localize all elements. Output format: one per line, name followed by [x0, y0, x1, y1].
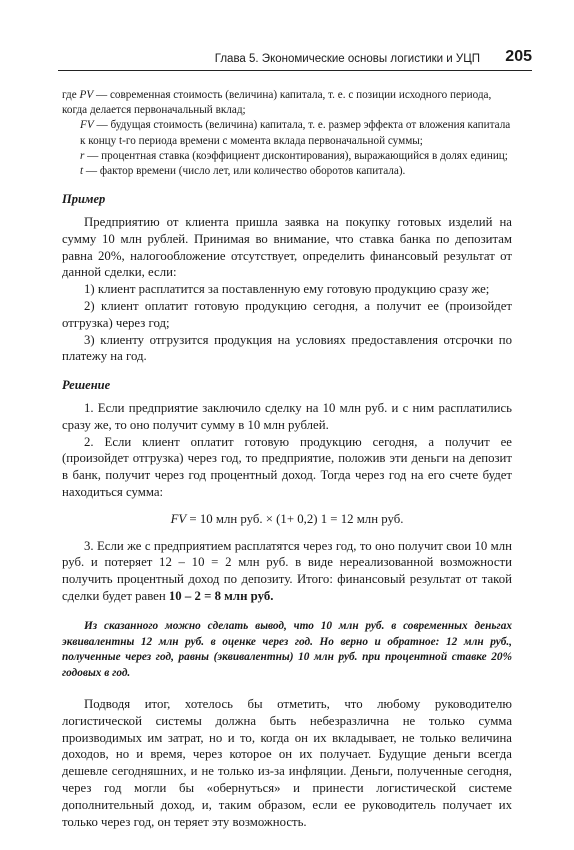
solution-paragraph-1: 1. Если предприятие заключило сделку на 10 млн руб. и с ним расплатились сразу же, то оно получит сумму в 10 млн рублей.	[62, 400, 512, 432]
definition-t: t — фактор времени (число лет, или количество оборотов капитала).	[80, 165, 406, 178]
solution-paragraph-3: 3. Если же с предприятием расплатятся через год, то оно получит свои 10 млн руб. и потеряет 12 – 10 = 2 млн руб. в виде нереализованной возможности получить процентный доход по депозиту. Итого: финансовый результат от такой сделки будет равен 10 – 2 = 8 млн руб.	[62, 538, 512, 603]
symbol-pv: PV	[79, 89, 94, 101]
example-heading: Пример	[62, 192, 106, 207]
page-content	[62, 88, 512, 830]
example-item-1: 1) клиент расплатится за поставленную ему готовую продукцию сразу же;	[84, 282, 490, 297]
future-value-formula: FV = 10 млн руб. × (1+ 0,2) 1 = 12 млн руб.	[170, 511, 404, 526]
formula-symbol-fv: FV	[170, 511, 187, 526]
running-title: Глава 5. Экономические основы логистики и УЦП	[214, 53, 480, 65]
solution-paragraph-2: 2. Если клиент оплатит готовую продукцию сегодня, а получит ее (произойдет отгрузка) через год, то предприятие, положив эти деньги на депозит в банк, получит через год процентный доход. Тогда через год на его счете будет находиться сумма:	[62, 434, 512, 499]
summary-paragraph: Подводя итог, хотелось бы отметить, что любому руководителю логистической системы должна быть небезразлична не только сумма производимых им затрат, но и то, когда он их вкладывает, не только величина доходов, но и время, через которое он их получает. Будущие деньги всегда дешевле сегодняшних, и не только из-за инфляции. Деньги, полученные сегодня, через год могли бы «обернуться» и принести логистической системе дополнительный доход, и, таким образом, если ее руководитель получает их только через год, он теряет эту возможность.	[62, 696, 512, 829]
financial-result: 10 – 2 = 8 млн руб.	[168, 588, 274, 603]
example-item-2: 2) клиент оплатит готовую продукцию сегодня, а получит ее (произойдет отгрузка) через год;	[62, 299, 512, 330]
symbol-t: t	[80, 165, 84, 178]
solution-heading: Решение	[62, 378, 111, 393]
symbol-r: r	[80, 149, 85, 162]
example-intro: Предприятию от клиента пришла заявка на покупку готовых изделий на сумму 10 млн рублей. Принимая во внимание, что ставка банка по депозитам равна 20%, налогообложение отсутствует, определить финансовый результат от данной сделки, если:	[62, 215, 512, 280]
conclusion-paragraph: Из сказанного можно сделать вывод, что 10 млн руб. в современных деньгах эквивалентны 12 млн руб. в оценке через год. Но верно и обратное: 12 млн руб., полученные через год, равны (эквивалентны) 10 млн руб. при процентной ставке 20% годовых в год.	[62, 619, 512, 680]
definition-pv: где PV — современная стоимость (величина) капитала, т. е. с позиции исходного периода, когда делается первоначальный вклад;	[62, 89, 492, 117]
page-header	[58, 50, 532, 71]
definition-r: r — процентная ставка (коэффициент дисконтирования), выражающийся в долях единиц;	[80, 149, 508, 162]
page-number: 205	[505, 48, 532, 65]
variable-definitions	[62, 88, 512, 179]
definition-fv: FV — будущая стоимость (величина) капитала, т. е. размер эффекта от вложения капитала к концу t-го периода времени с момента вклада первоначальной суммы;	[80, 119, 511, 147]
symbol-fv: FV	[80, 119, 94, 132]
example-item-3: 3) клиенту отгрузится продукция на условиях предоставления отсрочки по платежу на год.	[62, 332, 512, 364]
